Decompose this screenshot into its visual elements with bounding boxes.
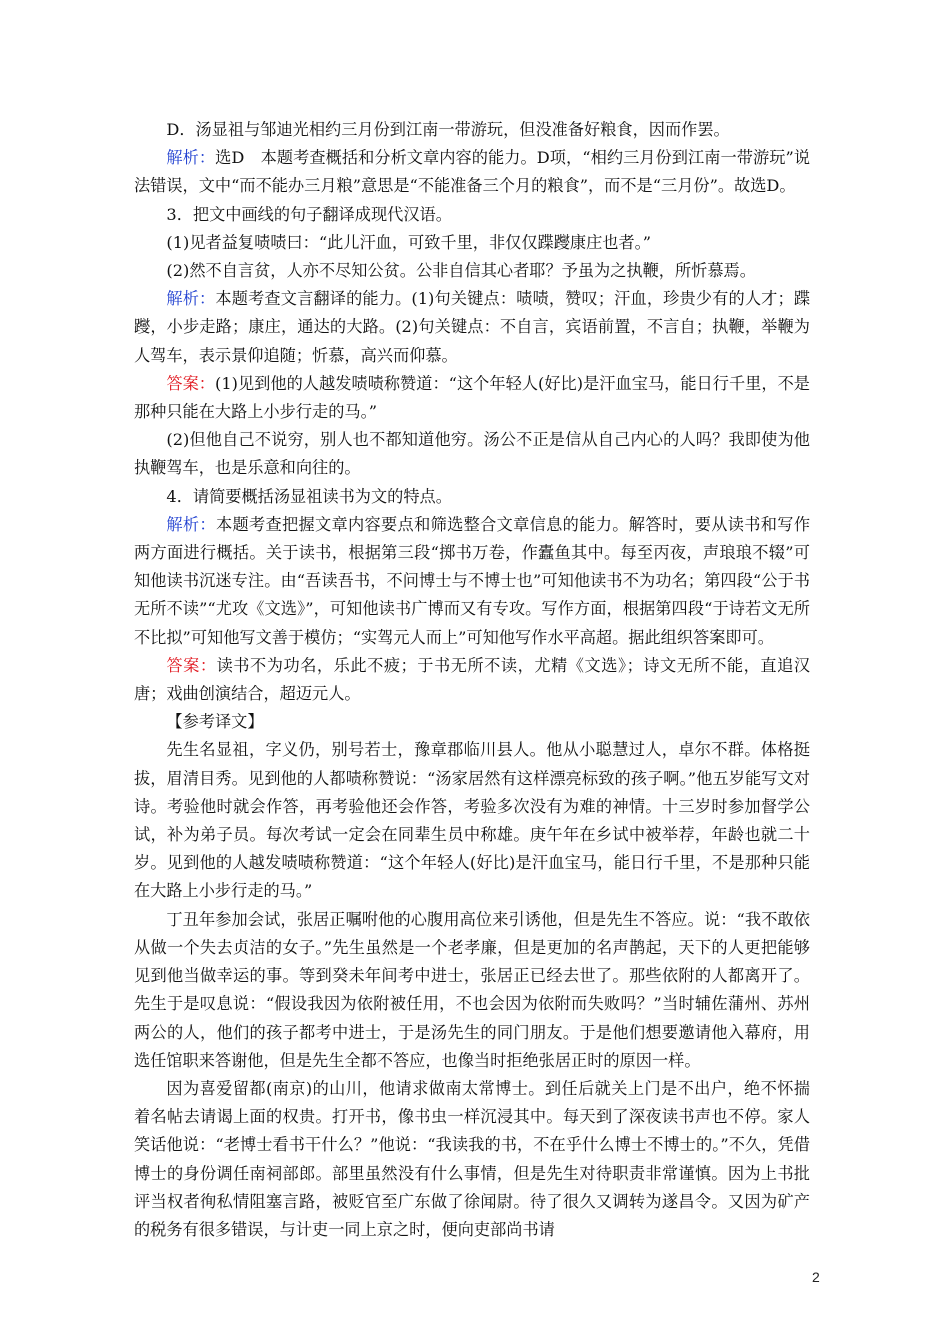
analysis-text: 本题考查把握文章内容要点和筛选整合文章信息的能力。解答时，要从读书和写作两方面进行概括。关于读书，根据第三段“掷书万卷，作蠹鱼其中。每至丙夜，声琅琅不辍”可知他读书沉迷专注。由“吾读吾书，不问博士与不博士也”可知他读书不为功名；第四段“公于书无所不读”“尤攻《文选》”，可知他读书广博而又有专攻。写作方面，根据第四段“于诗若文无所不比拟”可知他写文善于模仿；“实驾元人而上”可知他写作水平高超。据此组织答案即可。 <box>134 514 811 647</box>
q3-analysis <box>134 285 810 370</box>
analysis-label: 解析： <box>166 514 216 534</box>
q2-option-d: D．汤显祖与邹迪光相约三月份到江南一带游玩，但没准备好粮食，因而作罢。 <box>166 120 730 139</box>
q2-analysis <box>134 144 810 200</box>
q3-answer-2: (2)但他自己不说穷，别人也不都知道他穷。汤公不正是信从自己内心的人吗？我即使为他执鞭驾车，也是乐意和向往的。 <box>134 430 810 478</box>
answer-text: (1)见到他的人越发啧啧称赞道：“这个年轻人(好比)是汗血宝马，能日行千里，不是那种只能在大路上小步行走的马。” <box>134 373 810 422</box>
analysis-text: 本题考查文言翻译的能力。(1)句关键点：啧啧，赞叹；汗血，珍贵少有的人才；蹀躞，小步走路；康庄，通达的大路。(2)句关键点：不自言，宾语前置，不言自；执鞭，举鞭为人驾车，表示景仰追随；忻慕，高兴而仰慕。 <box>134 289 811 365</box>
analysis-text: 选D 本题考查概括和分析文章内容的能力。D项，“相约三月份到江南一带游玩”说法错误，文中“而不能办三月粮”意思是“不能准备三个月的粮食”，而不是“三月份”。故选D。 <box>134 148 810 196</box>
q4-analysis <box>134 511 810 652</box>
analysis-label: 解析： <box>166 289 216 309</box>
q3-title: 3．把文中画线的句子翻译成现代汉语。 <box>166 204 452 224</box>
answer-label: 答案： <box>166 373 216 393</box>
analysis-label: 解析： <box>166 148 216 168</box>
q3-sentence-2: (2)然不自言贫，人亦不尽知公贫。公非自信其心者耶？予虽为之执鞭，所忻慕焉。 <box>166 261 756 281</box>
translation-paragraph-3: 因为喜爱留都(南京)的山川，他请求做南太常博士。到任后就关上门是不出户，绝不怀揣着名帖去请谒上面的权贵。打开书，像书虫一样沉浸其中。每天到了深夜读书声也不停。家人笑话他说：“老博士看书干什么？”他说：“我读我的书，不在乎什么博士不博士的。”不久，凭借博士的身份调任南祠部郎。部里虽然没有什么事情，但是先生对待职责非常谨慎。因为上书批评当权者徇私情阻塞言路，被贬官至广东做了徐闻尉。待了很久又调转为遂昌令。又因为矿产的税务有很多错误，与计吏一同上京之时，便向吏部尚书请 <box>134 1078 810 1239</box>
page-number: 2 <box>812 1269 820 1285</box>
answer-label: 答案： <box>166 655 217 675</box>
translation-paragraph-1: 先生名显祖，字义仍，别号若士，豫章郡临川县人。他从小聪慧过人，卓尔不群。体格挺拔，眉清目秀。见到他的人都啧称赞说：“汤家居然有这样漂亮标致的孩子啊。”他五岁能写文对诗。考验他时就会作答，再考验他还会作答，考验多次没有为难的神情。十三岁时参加督学公试，补为弟子员。每次考试一定会在同辈生员中称雄。庚午年在乡试中被举荐，年龄也就二十岁。见到他的人越发啧啧称赞道：“这个年轻人(好比)是汗血宝马，能日行千里，不是那种只能在大路上小步行走的马。” <box>134 740 810 901</box>
translation-paragraph-2: 丁丑年参加会试，张居正嘱咐他的心腹用高位来引诱他，但是先生不答应。说：“我不敢依从做一个失去贞洁的女子。”先生虽然是一个老孝廉，但是更加的名声鹊起，天下的人更把能够见到他当做幸运的事。等到癸未年间考中进士，张居正已经去世了。那些依附的人都离开了。先生于是叹息说：“假设我因为依附被任用，不也会因为依附而失败吗？”当时辅佐蒲州、苏州两公的人，他们的孩子都考中进士，于是汤先生的同门朋友。于是他们想要邀请他入幕府，用选任馆职来答谢他，但是先生全都不答应，也像当时拒绝张居正时的原因一样。 <box>134 909 810 1070</box>
q4-answer <box>134 652 810 708</box>
q4-title: 4．请简要概括汤显祖读书为文的特点。 <box>166 486 452 506</box>
q3-answer-1 <box>134 370 810 426</box>
q3-sentence-1: (1)见者益复啧啧曰：“此儿汗血，可致千里，非仅仅蹀躞康庄也者。” <box>166 232 652 252</box>
translation-heading: 【参考译文】 <box>166 712 264 732</box>
answer-text: 读书不为功名，乐此不疲；于书无所不读，尤精《文选》；诗文无所不能，直追汉唐；戏曲创演结合，超迈元人。 <box>134 655 811 704</box>
page-content <box>134 116 810 1244</box>
